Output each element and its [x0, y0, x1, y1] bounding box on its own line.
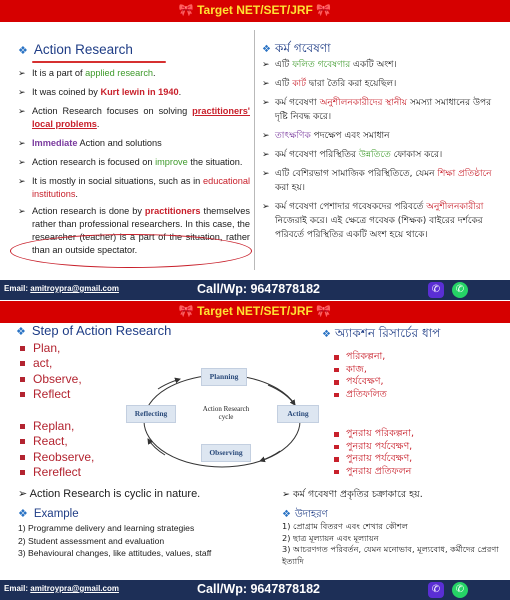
list-item: React,: [20, 434, 94, 449]
square-bullet-icon: [20, 392, 25, 397]
cycle-node-acting: Acting: [277, 405, 319, 423]
square-bullet-icon: [20, 377, 25, 382]
whatsapp-icon[interactable]: ✆: [452, 582, 468, 598]
diamond-icon: ❖: [18, 508, 28, 520]
list-item: পুনরায় প্রতিফলন: [334, 466, 414, 479]
diamond-icon: ❖: [322, 329, 331, 340]
english-bullets: [18, 67, 250, 257]
list-item: ➢ It was coined by Kurt lewin in 1940.: [18, 87, 182, 97]
example-title-bn: ❖ উদাহরণ: [282, 509, 328, 520]
list-item: ➢ Action research is focused on improve the situation.: [18, 157, 243, 167]
list-item: 3) Behavioural changes, like attitudes, values, staff: [18, 548, 212, 558]
list-item: ➢ এটি বেশিরভাগ সামাজিক পরিস্থিতিতে, যেমন শিক্ষা প্রতিষ্ঠানে করা হয়।: [262, 169, 492, 193]
list-item: প্রতিফলিত: [334, 389, 387, 402]
cycle-arrow: [260, 451, 280, 461]
phone-icon[interactable]: ✆: [428, 282, 444, 298]
square-bullet-icon: [334, 393, 339, 398]
diamond-icon: ❖: [282, 509, 291, 520]
square-bullet-icon: [20, 361, 25, 366]
list-item: Observe,: [20, 372, 82, 387]
arrow-icon: ➢: [262, 60, 270, 70]
steps-title-bn: ❖ অ্যাকশন রিসার্চের ধাপ: [322, 326, 441, 340]
banner-title: 🎀 Target NET/SET/JRF 🎀: [178, 304, 332, 318]
arrow-icon: ➢: [18, 176, 26, 186]
banner: [0, 301, 510, 323]
list-item: 3) আচরণগত পরিবর্তন, যেমন মনোভাব, মূল্যবোধ, কর্মীদের প্রেরণা ইত্যাদি: [282, 544, 499, 566]
title-underline: [32, 61, 166, 63]
square-bullet-icon: [20, 424, 25, 429]
cycle-arrow: [148, 439, 165, 455]
list-item: ➢ It is a part of applied research.: [18, 68, 156, 78]
list-item: পুনরায় পর্যবেক্ষণ,: [334, 453, 414, 466]
cyclic-statement-en: ➢ Action Research is cyclic in nature.: [18, 488, 201, 500]
list-item: পরিকল্পনা,: [334, 351, 387, 364]
ribbon-left-icon: 🎀: [178, 3, 194, 17]
square-bullet-icon: [20, 346, 25, 351]
list-item: কাজ,: [334, 364, 387, 377]
list-item: ➢ It is mostly in social situations, such as in educational institutions.: [18, 176, 250, 199]
phone-icon[interactable]: ✆: [428, 582, 444, 598]
column-divider: [254, 30, 255, 270]
arrow-icon: ➢: [18, 157, 26, 167]
steps-list-a: [20, 341, 82, 403]
arrow-icon: ➢: [262, 202, 270, 212]
examples-bn: [282, 521, 504, 567]
list-item: Reobserve,: [20, 450, 94, 465]
bengali-bullets: [262, 58, 506, 242]
banner: [0, 0, 510, 22]
arrow-icon: ➢: [18, 138, 26, 148]
arrow-icon: ➢: [262, 98, 270, 108]
list-item: 2) ছাত্র মূল্যায়ন এবং মূল্যায়ন: [282, 532, 379, 543]
bn-steps-list-b: [334, 428, 414, 478]
list-item: ➢ কর্ম গবেষণা অনুশীলনকারীদের স্থানীয় সমস্যা সমাধানের উপর দৃষ্টি নিবদ্ধ করে।: [262, 98, 492, 122]
square-bullet-icon: [334, 432, 339, 437]
footer: [0, 580, 510, 600]
section-title-bn: ❖ কর্ম গবেষণা: [262, 41, 331, 55]
highlight-oval: [10, 234, 252, 268]
list-item: ➢ এটি কার্ট দ্বারা তৈরি করা হয়েছিল।: [262, 79, 397, 89]
arrow-icon: ➢: [262, 169, 270, 179]
list-item: ➢ Action Research focuses on solving practitioners' local problems.: [18, 106, 250, 129]
footer-phone[interactable]: Call/Wp: 9647878182: [197, 582, 320, 596]
list-item: Replan,: [20, 419, 94, 434]
square-bullet-icon: [334, 470, 339, 475]
examples-en: [18, 522, 211, 560]
square-bullet-icon: [334, 445, 339, 450]
diamond-icon: ❖: [262, 44, 271, 55]
list-item: পুনরায় পর্যবেক্ষণ,: [334, 441, 414, 454]
cycle-node-reflecting: Reflecting: [126, 405, 176, 423]
list-item: ➢ Action research is done by practitioners themselves rather than professional researchers. In this case, the researcher (teacher) is a part of the situation, rather than an outside spectator.: [18, 206, 250, 255]
cycle-center-label: Action Research cycle: [202, 405, 250, 421]
list-item: ➢ এটি ফলিত গবেষণার একটি অংশ।: [262, 60, 397, 70]
cycle-node-observing: Observing: [201, 444, 251, 462]
example-title-en: ❖ Example: [18, 508, 79, 520]
square-bullet-icon: [334, 368, 339, 373]
arrow-icon: ➢: [262, 131, 270, 141]
banner-title: 🎀 Target NET/SET/JRF 🎀: [178, 3, 332, 17]
whatsapp-icon[interactable]: ✆: [452, 282, 468, 298]
list-item: ➢ Immediate Action and solutions: [18, 138, 162, 148]
arrow-icon: ➢: [18, 206, 26, 216]
list-item: Rereflect: [20, 465, 94, 480]
arrow-icon: ➢: [282, 489, 290, 500]
footer: [0, 280, 510, 300]
arrow-icon: ➢: [262, 79, 270, 89]
slide-steps: [0, 301, 510, 600]
arrow-icon: ➢: [18, 87, 26, 97]
square-bullet-icon: [20, 470, 25, 475]
arrow-icon: ➢: [18, 488, 28, 500]
diamond-icon: ❖: [16, 326, 26, 338]
footer-email[interactable]: Email: amitroypra@gmail.com: [4, 584, 119, 593]
list-item: ➢ কর্ম গবেষণা পরিস্থিতির উন্নতিতে ফোকাস করে।: [262, 150, 443, 160]
list-item: 2) Student assessment and evaluation: [18, 535, 165, 546]
list-item: Plan,: [20, 341, 82, 356]
list-item: act,: [20, 356, 82, 371]
section-title-en: ❖ Action Research: [18, 42, 133, 57]
bn-steps-list-a: [334, 351, 387, 401]
steps-list-b: [20, 419, 94, 481]
ribbon-left-icon: 🎀: [178, 304, 194, 318]
diamond-icon: ❖: [18, 45, 28, 57]
arrow-icon: ➢: [262, 150, 270, 160]
square-bullet-icon: [334, 457, 339, 462]
footer-email[interactable]: Email: amitroypra@gmail.com: [4, 284, 119, 293]
steps-title-en: ❖ Step of Action Research: [16, 323, 172, 338]
ribbon-right-icon: 🎀: [316, 304, 332, 318]
square-bullet-icon: [20, 439, 25, 444]
arrow-icon: ➢: [18, 106, 26, 116]
footer-phone[interactable]: Call/Wp: 9647878182: [197, 282, 320, 296]
list-item: পর্যবেক্ষণ,: [334, 376, 387, 389]
ribbon-right-icon: 🎀: [316, 3, 332, 17]
list-item: Reflect: [20, 387, 82, 402]
list-item: 1) Programme delivery and learning strategies: [18, 523, 195, 533]
cyclic-statement-bn: ➢ কর্ম গবেষণা প্রকৃতির চক্রাকারে হয়.: [282, 489, 423, 500]
arrow-icon: ➢: [18, 68, 26, 78]
list-item: পুনরায় পরিকল্পনা,: [334, 428, 414, 441]
cycle-arrow: [268, 385, 295, 405]
list-item: ➢ তাৎক্ষণিক পদক্ষেপ এবং সমাধান: [262, 131, 390, 141]
cycle-node-planning: Planning: [201, 368, 247, 386]
list-item: 1) প্রোগ্রাম বিতরণ এবং শেখার কৌশল: [282, 521, 408, 531]
square-bullet-icon: [334, 355, 339, 360]
square-bullet-icon: [20, 455, 25, 460]
square-bullet-icon: [334, 380, 339, 385]
list-item: ➢ কর্ম গবেষণা পেশাদার গবেষকদের পরিবর্তে অনুশীলনকারীরা নিজেরাই করে। এই ক্ষেত্রে গবেষক (শিক্ষক) বাইরের দর্শকের পরিবর্তে পরিস্থিতির একটি অংশ হয়ে থাকে।: [262, 202, 484, 240]
